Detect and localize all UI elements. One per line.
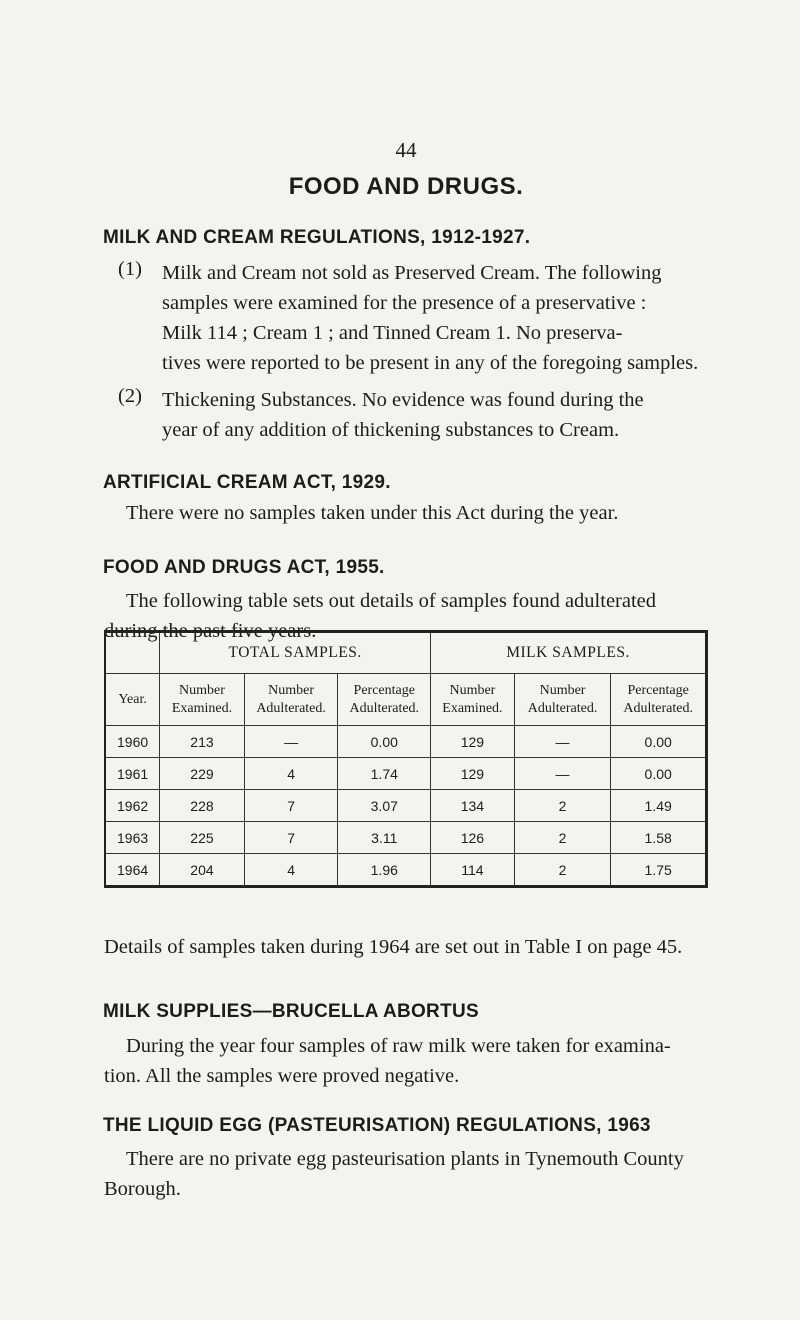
cell-milk-examined: 114: [431, 854, 515, 887]
text-line: Borough.: [104, 1178, 181, 1200]
liquid-egg-text: [104, 1144, 684, 1204]
table-row: [105, 854, 707, 887]
cell-milk-adulterated: 2: [514, 822, 611, 854]
page-title: FOOD AND DRUGS.: [288, 173, 524, 200]
text-line: There are no private egg pasteurisation plants in Tynemouth County: [126, 1148, 684, 1170]
cell-total-examined: 228: [160, 790, 245, 822]
cell-total-percentage: 1.74: [338, 758, 431, 790]
cell-total-adulterated: 7: [244, 822, 338, 854]
cell-total-percentage: 3.07: [338, 790, 431, 822]
cell-milk-examined: 129: [431, 726, 515, 758]
cell-total-adulterated: 4: [244, 854, 338, 887]
cell-milk-percentage: 0.00: [611, 758, 707, 790]
text-line: tion. All the samples were proved negative.: [104, 1065, 460, 1087]
text-line: Milk 114 ; Cream 1 ; and Tinned Cream 1. No preserva-: [162, 322, 623, 344]
item-2-text: [162, 385, 644, 445]
text-line: Thickening Substances. No evidence was found during the: [162, 389, 644, 411]
text-line: year of any addition of thickening substances to Cream.: [162, 419, 620, 441]
cell-total-examined: 204: [160, 854, 245, 887]
cell-milk-adulterated: —: [514, 726, 611, 758]
cell-milk-examined: 134: [431, 790, 515, 822]
cell-milk-examined: 129: [431, 758, 515, 790]
column-header-total-examined: Number Examined.: [160, 674, 245, 726]
section-heading-liquid-egg: THE LIQUID EGG (PASTEURISATION) REGULATIONS, 1963: [103, 1115, 651, 1136]
cell-total-adulterated: —: [244, 726, 338, 758]
cell-year: 1960: [105, 726, 160, 758]
text-line: tives were reported to be present in any of the foregoing samples.: [162, 352, 699, 374]
page-number: 44: [395, 138, 417, 162]
item-number-2: (2): [118, 385, 142, 407]
item-1-text: [162, 258, 698, 378]
section-heading-food-drugs-act: FOOD AND DRUGS ACT, 1955.: [103, 557, 385, 578]
cell-total-examined: 225: [160, 822, 245, 854]
column-header-milk-adulterated: Number Adulterated.: [514, 674, 611, 726]
column-header-milk-examined: Number Examined.: [431, 674, 515, 726]
cell-milk-percentage: 1.49: [611, 790, 707, 822]
item-number-1: (1): [118, 258, 142, 280]
group-header-milk: MILK SAMPLES.: [431, 632, 707, 674]
column-header-total-percentage: Percentage Adulterated.: [338, 674, 431, 726]
cell-year: 1962: [105, 790, 160, 822]
text-line: During the year four samples of raw milk were taken for examina-: [126, 1035, 671, 1057]
brucella-text: [104, 1031, 671, 1091]
cell-year: 1964: [105, 854, 160, 887]
column-header-milk-percentage: Percentage Adulterated.: [611, 674, 707, 726]
column-header-year: Year.: [105, 674, 160, 726]
cell-milk-examined: 126: [431, 822, 515, 854]
table-row: [105, 822, 707, 854]
details-note: Details of samples taken during 1964 are set out in Table I on page 45.: [104, 936, 683, 958]
cell-milk-adulterated: 2: [514, 790, 611, 822]
cell-total-adulterated: 4: [244, 758, 338, 790]
cell-milk-adulterated: —: [514, 758, 611, 790]
section-heading-milk-cream: MILK AND CREAM REGULATIONS, 1912-1927.: [103, 227, 531, 248]
cell-total-adulterated: 7: [244, 790, 338, 822]
text-line: Milk and Cream not sold as Preserved Cream. The following: [162, 262, 662, 284]
group-header-total: TOTAL SAMPLES.: [160, 632, 431, 674]
table-row: [105, 790, 707, 822]
cell-milk-percentage: 1.58: [611, 822, 707, 854]
cell-milk-percentage: 1.75: [611, 854, 707, 887]
cell-total-examined: 229: [160, 758, 245, 790]
samples-table: [104, 630, 708, 888]
text-line: The following table sets out details of samples found adulterated: [126, 590, 657, 612]
cell-total-percentage: 0.00: [338, 726, 431, 758]
cell-year: 1963: [105, 822, 160, 854]
cell-milk-adulterated: 2: [514, 854, 611, 887]
text-line: samples were examined for the presence of a preservative :: [162, 292, 647, 314]
cell-milk-percentage: 0.00: [611, 726, 707, 758]
cell-total-percentage: 3.11: [338, 822, 431, 854]
cell-total-percentage: 1.96: [338, 854, 431, 887]
text-line: during the past five years.: [104, 620, 317, 642]
column-header-total-adulterated: Number Adulterated.: [244, 674, 338, 726]
table-row: [105, 758, 707, 790]
table-row: [105, 726, 707, 758]
artificial-cream-text: There were no samples taken under this Act during the year.: [126, 502, 619, 524]
section-heading-brucella: MILK SUPPLIES—BRUCELLA ABORTUS: [103, 1001, 479, 1022]
cell-total-examined: 213: [160, 726, 245, 758]
section-heading-artificial-cream: ARTIFICIAL CREAM ACT, 1929.: [103, 472, 391, 493]
cell-year: 1961: [105, 758, 160, 790]
table-corner-cell: [105, 632, 160, 674]
